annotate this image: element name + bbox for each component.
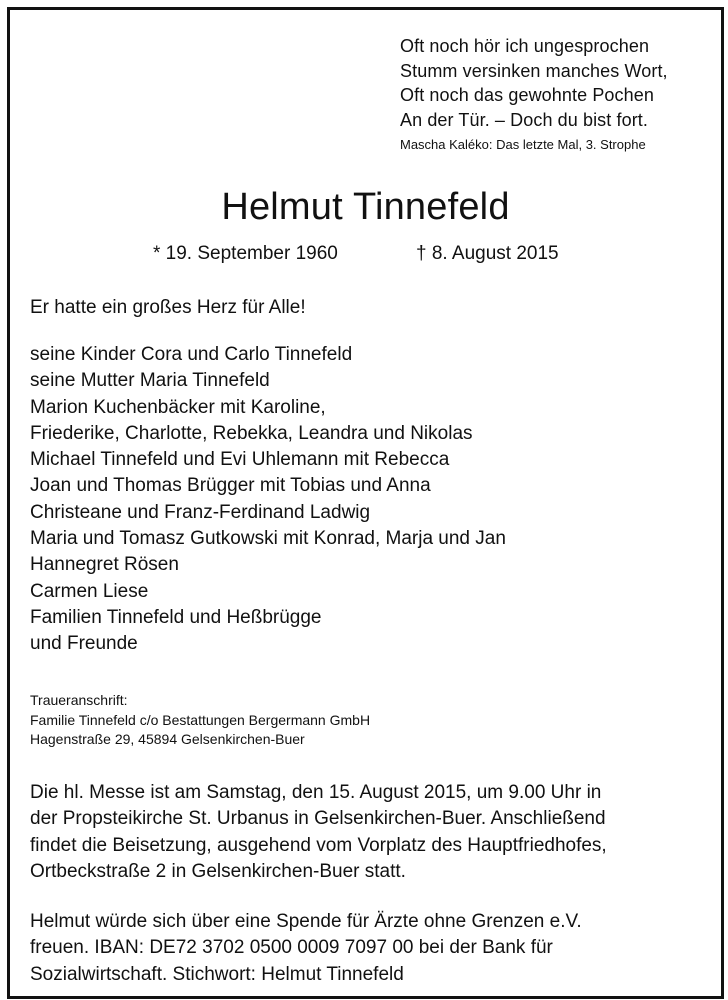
donation-note: [30, 909, 582, 988]
mourner-line: Familien Tinnefeld und Heßbrügge: [30, 606, 322, 628]
donation-line: Sozialwirtschaft. Stichwort: Helmut Tinnefeld: [30, 963, 404, 985]
mass-line: Ortbeckstraße 2 in Gelsenkirchen-Buer statt.: [30, 860, 406, 882]
mourning-address: [30, 691, 370, 750]
donation-line: freuen. IBAN: DE72 3702 0500 0009 7097 00 bei der Bank für: [30, 937, 553, 959]
mourner-line: Marion Kuchenbäcker mit Karoline,: [30, 396, 326, 418]
poem-line: Stumm versinken manches Wort,: [400, 60, 668, 81]
mass-line: Die hl. Messe ist am Samstag, den 15. August 2015, um 9.00 Uhr in: [30, 782, 602, 803]
poem-citation: Mascha Kaléko: Das letzte Mal, 3. Strophe: [400, 137, 646, 152]
mourner-line: und Freunde: [30, 633, 138, 655]
poem-line: Oft noch hör ich ungesprochen: [400, 36, 650, 56]
poem-line: Oft noch das gewohnte Pochen: [400, 85, 654, 105]
deceased-name: Helmut Tinnefeld: [221, 186, 510, 228]
mourner-line: Michael Tinnefeld und Evi Uhlemann mit Rebecca: [30, 449, 450, 471]
address-label: Traueranschrift:: [30, 692, 128, 708]
mourner-line: Maria und Tomasz Gutkowski mit Konrad, Marja und Jan: [30, 528, 506, 550]
address-line: Familie Tinnefeld c/o Bestattungen Bergermann GmbH: [30, 711, 371, 728]
mass-line: der Propsteikirche St. Urbanus in Gelsenkirchen-Buer. Anschließend: [30, 808, 606, 830]
mourner-line: seine Kinder Cora und Carlo Tinnefeld: [30, 344, 353, 365]
mourners-list: [30, 342, 506, 658]
motto: Er hatte ein großes Herz für Alle!: [30, 297, 306, 318]
mass-announcement: [30, 780, 607, 885]
address-line: Hagenstraße 29, 45894 Gelsenkirchen-Buer: [30, 731, 305, 747]
obituary-frame: [7, 7, 724, 999]
mourner-line: Friederike, Charlotte, Rebekka, Leandra und Nikolas: [30, 422, 473, 444]
poem: [400, 34, 668, 132]
poem-line: An der Tür. – Doch du bist fort.: [400, 109, 648, 130]
mourner-line: Hannegret Rösen: [30, 554, 179, 576]
mourner-line: Carmen Liese: [30, 580, 149, 602]
donation-line: Helmut würde sich über eine Spende für Ärzte ohne Grenzen e.V.: [30, 911, 582, 932]
death-date: † 8. August 2015: [416, 243, 559, 264]
mourner-line: Christeane und Franz-Ferdinand Ladwig: [30, 501, 371, 523]
birth-date: * 19. September 1960: [153, 243, 338, 264]
mass-line: findet die Beisetzung, ausgehend vom Vorplatz des Hauptfriedhofes,: [30, 834, 607, 856]
mourner-line: seine Mutter Maria Tinnefeld: [30, 370, 270, 392]
mourner-line: Joan und Thomas Brügger mit Tobias und Anna: [30, 475, 431, 497]
